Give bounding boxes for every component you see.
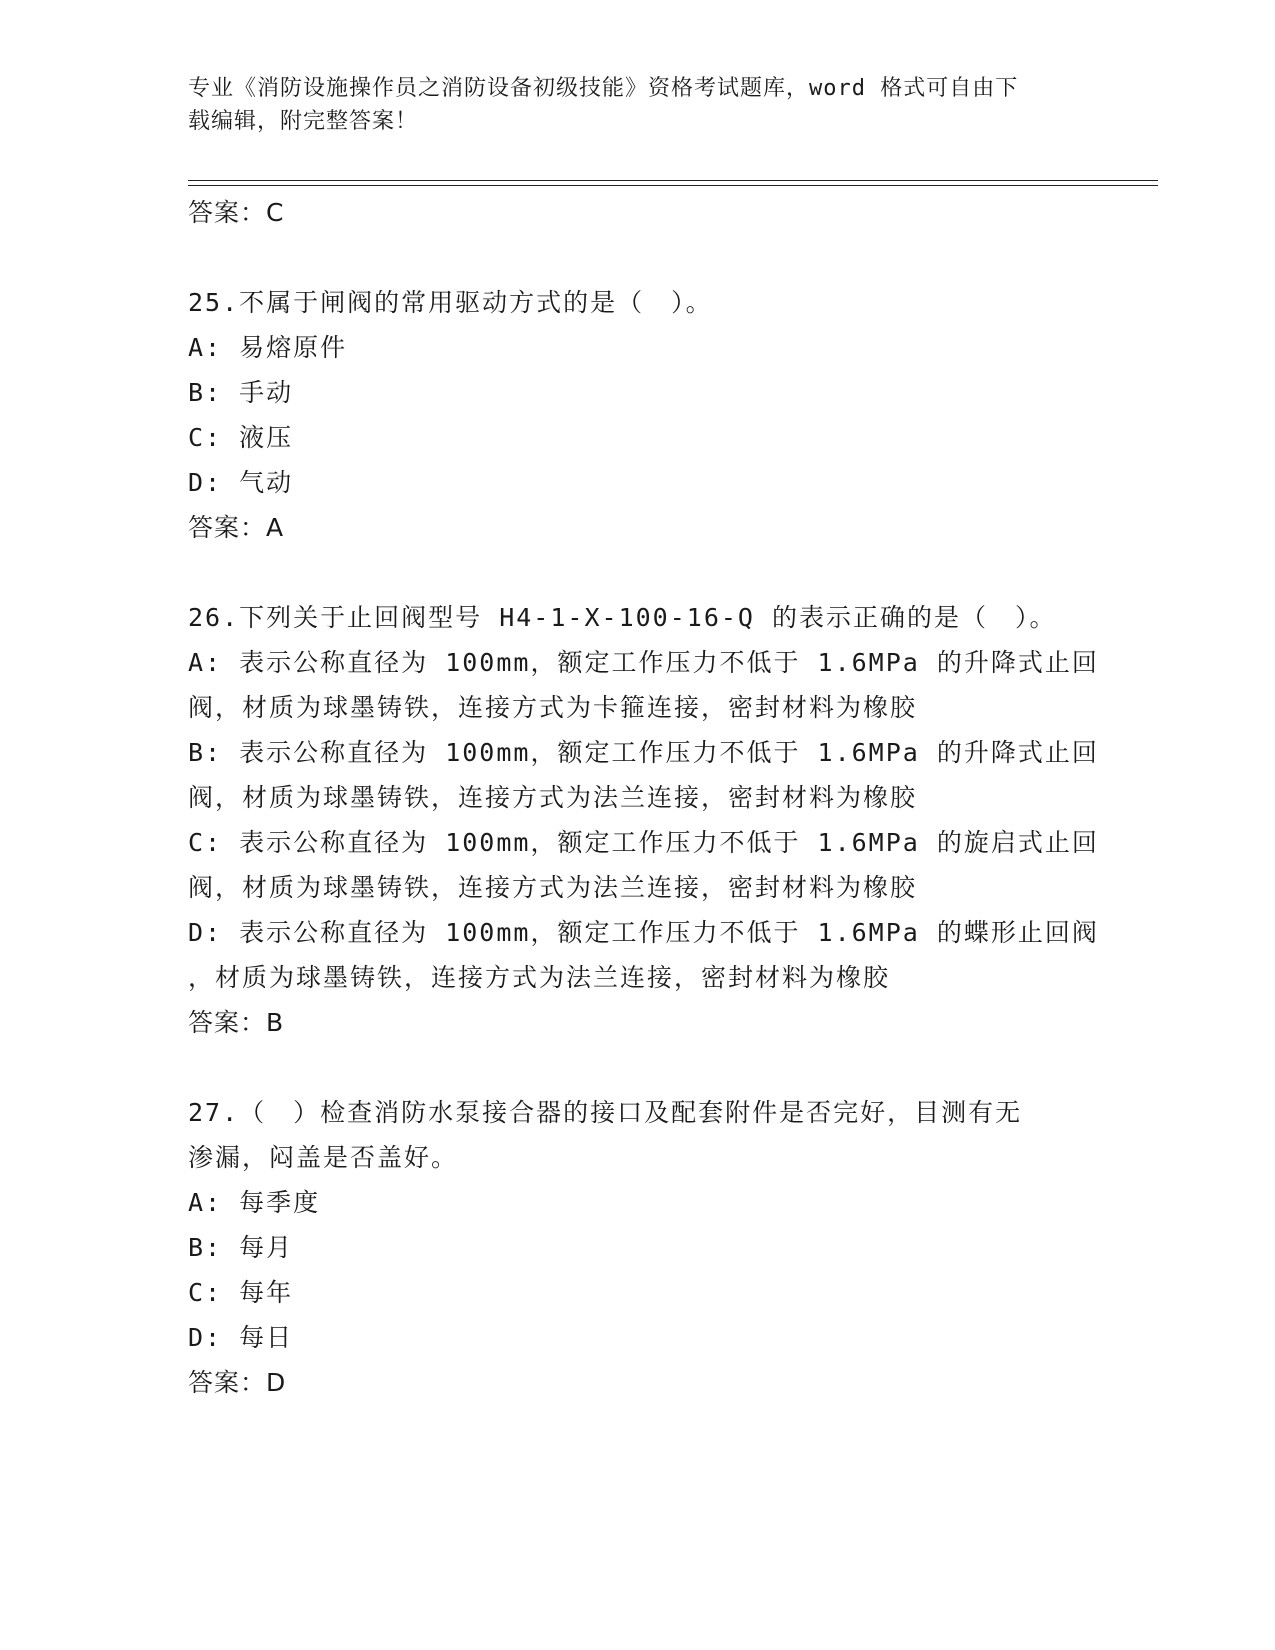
option-d: D: 气动 <box>188 468 294 497</box>
option-c: C: 液压 <box>188 423 294 452</box>
option-d-line-2: ，材质为球墨铸铁，连接方式为法兰连接，密封材料为橡胶 <box>188 963 891 992</box>
spacer <box>188 1045 1088 1090</box>
document-header <box>188 72 1088 138</box>
answer: 答案：A <box>188 513 285 542</box>
answer: 答案：D <box>188 1368 287 1397</box>
option-b-line-2: 阀，材质为球墨铸铁，连接方式为法兰连接，密封材料为橡胶 <box>188 783 918 812</box>
spacer <box>188 550 1088 595</box>
option-c-line-1: C: 表示公称直径为 100mm，额定工作压力不低于 1.6MPa 的旋启式止回 <box>188 828 1099 857</box>
question-27 <box>188 1090 1088 1405</box>
header-line-2: 载编辑，附完整答案！ <box>188 109 419 134</box>
previous-answer: 答案：C <box>188 198 285 227</box>
header-line-1: 专业《消防设施操作员之消防设备初级技能》资格考试题库，word 格式可自由下 <box>188 76 1019 101</box>
option-d: D: 每日 <box>188 1323 294 1352</box>
option-a-line-1: A: 表示公称直径为 100mm，额定工作压力不低于 1.6MPa 的升降式止回 <box>188 648 1099 677</box>
header-rule-bottom <box>188 185 1158 186</box>
option-b: B: 手动 <box>188 378 294 407</box>
option-c: C: 每年 <box>188 1278 294 1307</box>
answer: 答案：B <box>188 1008 285 1037</box>
question-25 <box>188 280 1088 550</box>
question-list <box>188 190 1099 1405</box>
question-stem-line-1: 27.（ ）检查消防水泵接合器的接口及配套附件是否完好，目测有无 <box>188 1098 1023 1127</box>
header-rule-top <box>188 180 1158 181</box>
question-stem: 25.不属于闸阀的常用驱动方式的是（ ）。 <box>188 288 713 317</box>
spacer <box>188 235 1088 280</box>
question-stem: 26.下列关于止回阀型号 H4-1-X-100-16-Q 的表示正确的是（ ）。 <box>188 603 1057 632</box>
option-d-line-1: D: 表示公称直径为 100mm，额定工作压力不低于 1.6MPa 的蝶形止回阀 <box>188 918 1099 947</box>
option-b: B: 每月 <box>188 1233 294 1262</box>
option-a-line-2: 阀，材质为球墨铸铁，连接方式为卡箍连接，密封材料为橡胶 <box>188 693 918 722</box>
option-a: A: 易熔原件 <box>188 333 348 362</box>
option-a: A: 每季度 <box>188 1188 321 1217</box>
question-26 <box>188 595 1099 1045</box>
question-stem-line-2: 渗漏，闷盖是否盖好。 <box>188 1143 459 1172</box>
option-b-line-1: B: 表示公称直径为 100mm，额定工作压力不低于 1.6MPa 的升降式止回 <box>188 738 1099 767</box>
option-c-line-2: 阀，材质为球墨铸铁，连接方式为法兰连接，密封材料为橡胶 <box>188 873 918 902</box>
